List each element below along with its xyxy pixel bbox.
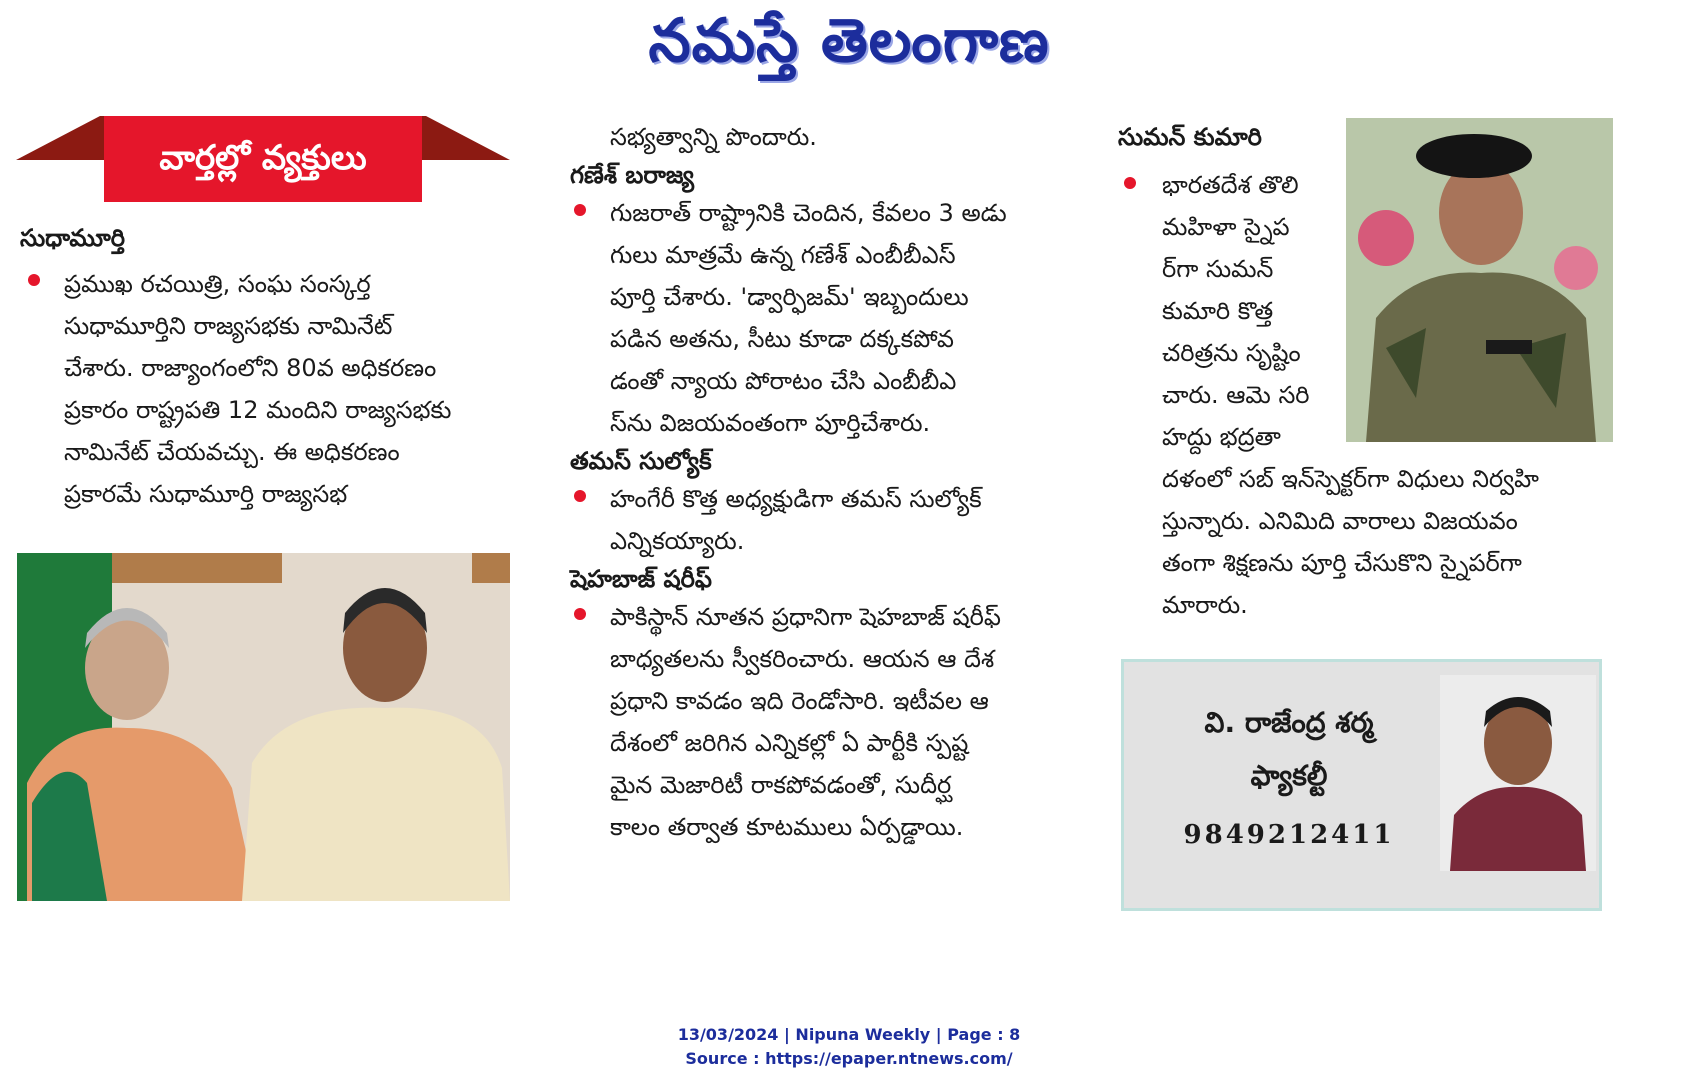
article-body: [610, 596, 1056, 848]
faculty-phone: 9849212411: [1183, 820, 1395, 850]
text-line: స్తున్నారు. ఎనిమిది వారాలు విజయవం: [1162, 507, 1518, 535]
bullet-icon: [574, 204, 586, 216]
text-line: పడిన అతను, సీటు కూడా దక్కకపోవ: [610, 325, 954, 353]
text-line: మహిళా స్నైప: [1162, 213, 1290, 241]
text-line: కుమారి కొత్త: [1162, 297, 1274, 325]
text-line: ప్రముఖ రచయిత్రి, సంఘ సంస్కర్త: [64, 270, 371, 298]
text-line: స్‌ను విజయవంతంగా పూర్తిచేశారు.: [610, 409, 931, 437]
footer-source: Source : https://epaper.ntnews.com/: [685, 1049, 1013, 1068]
article-body: [64, 263, 516, 515]
text-line: కాలం తర్వాత కూటములు ఏర్పడ్డాయి.: [610, 813, 964, 841]
text-line: మైన మెజారిటీ రాకపోవడంతో, సుదీర్ఘ: [610, 771, 952, 799]
bullet-icon: [1124, 177, 1136, 189]
text-line: హద్దు భద్రతా: [1162, 423, 1281, 451]
text-line: పూర్తి చేశారు. 'డ్వార్ఫిజమ్' ఇబ్బందులు: [610, 283, 969, 311]
text-line: బాధ్యతలను స్వీకరించారు. ఆయన ఆ దేశ: [610, 645, 995, 673]
text-line: డంతో న్యాయ పోరాటం చేసి ఎంబీబీఎ: [610, 367, 957, 395]
text-line: భారతదేశ తొలి: [1162, 171, 1299, 199]
text-line: చేశారు. రాజ్యాంగంలోని 80వ అధికరణం: [64, 354, 437, 382]
article-ganesh-baraiya: [570, 158, 1056, 444]
text-line: హంగేరీ కొత్త అధ్యక్షుడిగా తమస్ సుల్యోక్: [610, 485, 982, 513]
text-line: ప్రకారమే సుధామూర్తి రాజ్యసభ: [64, 480, 348, 508]
photo-illustration: [1440, 675, 1596, 871]
article-body-short: [1162, 164, 1330, 458]
text-line: గుజరాత్ రాష్ట్రానికి చెందిన, కేవలం 3 అడు: [610, 199, 1007, 227]
text-line: దేశంలో జరిగిన ఎన్నికల్లో ఏ పార్టీకి స్పష్ట: [610, 729, 969, 757]
bullet-icon: [28, 274, 40, 286]
bullet-icon: [574, 608, 586, 620]
text-line: చారు. ఆమె సరి: [1162, 381, 1310, 409]
article-body-long: [1162, 458, 1606, 626]
article-body: [610, 478, 1056, 562]
text-line-continued: సభ్యత్వాన్ని పొందారు.: [610, 123, 817, 151]
text-line: గులు మాత్రమే ఉన్న గణేశ్ ఎంబీబీఎస్: [610, 241, 956, 269]
photo-sudha-murty: [17, 553, 510, 901]
article-shehbaz-sharif: [570, 562, 1056, 848]
faculty-role: ఫ్యాకల్టీ: [1250, 759, 1328, 792]
text-line: మారారు.: [1162, 591, 1248, 619]
text-line: నామినేట్ చేయవచ్చు. ఈ అధికరణం: [64, 438, 400, 466]
article-sudha-murty: [20, 221, 514, 508]
photo-illustration: [17, 553, 510, 901]
banner-title: వార్తల్లో వ్యక్తులు: [104, 116, 422, 202]
person-name: తమస్ సుల్యోక్: [570, 447, 712, 475]
person-name: సుధామూర్తి: [20, 224, 126, 252]
faculty-photo: [1440, 675, 1596, 871]
person-name: గణేశ్ బరాజ్య: [570, 161, 694, 189]
footer-date: 13/03/2024 | Nipuna Weekly | Page : 8: [677, 1025, 1021, 1044]
text-line: ప్రధాని కావడం ఇది రెండోసారి. ఇటీవల ఆ: [610, 687, 989, 715]
text-line: దళంలో సబ్ ఇన్‌స్పెక్టర్‌గా విధులు నిర్వహి: [1162, 465, 1539, 493]
text-line: ర్‌గా సుమన్: [1162, 255, 1274, 283]
column-middle: [570, 116, 1056, 848]
photo-illustration: [1346, 118, 1613, 442]
masthead-logo: నమస్తే తెలంగాణ: [648, 6, 1050, 76]
text-line: ప్రకారం రాష్ట్రపతి 12 మందిని రాజ్యసభకు: [64, 396, 452, 424]
person-name: షెహబాజ్ షరీఫ్: [570, 565, 712, 593]
text-line: తంగా శిక్షణను పూర్తి చేసుకొని స్నైపర్‌గా: [1162, 549, 1522, 577]
faculty-card: [1121, 659, 1602, 911]
photo-suman-kumari: [1346, 118, 1613, 442]
text-line: ఎన్నికయ్యారు.: [610, 527, 745, 555]
text-line: సుధామూర్తిని రాజ్యసభకు నామినేట్: [64, 312, 393, 340]
text-line: చరిత్రను సృష్టిం: [1162, 339, 1301, 367]
section-banner: [16, 116, 510, 204]
faculty-name: వి. రాజేంద్ర శర్మ: [1204, 706, 1374, 739]
bullet-icon: [574, 490, 586, 502]
article-tamas-sulyok: [570, 444, 1056, 562]
person-name: సుమన్ కుమారి: [1118, 123, 1262, 151]
text-line: పాకిస్థాన్ నూతన ప్రధానిగా షెహబాజ్ షరీఫ్: [610, 603, 1001, 631]
article-body: [610, 192, 1056, 444]
